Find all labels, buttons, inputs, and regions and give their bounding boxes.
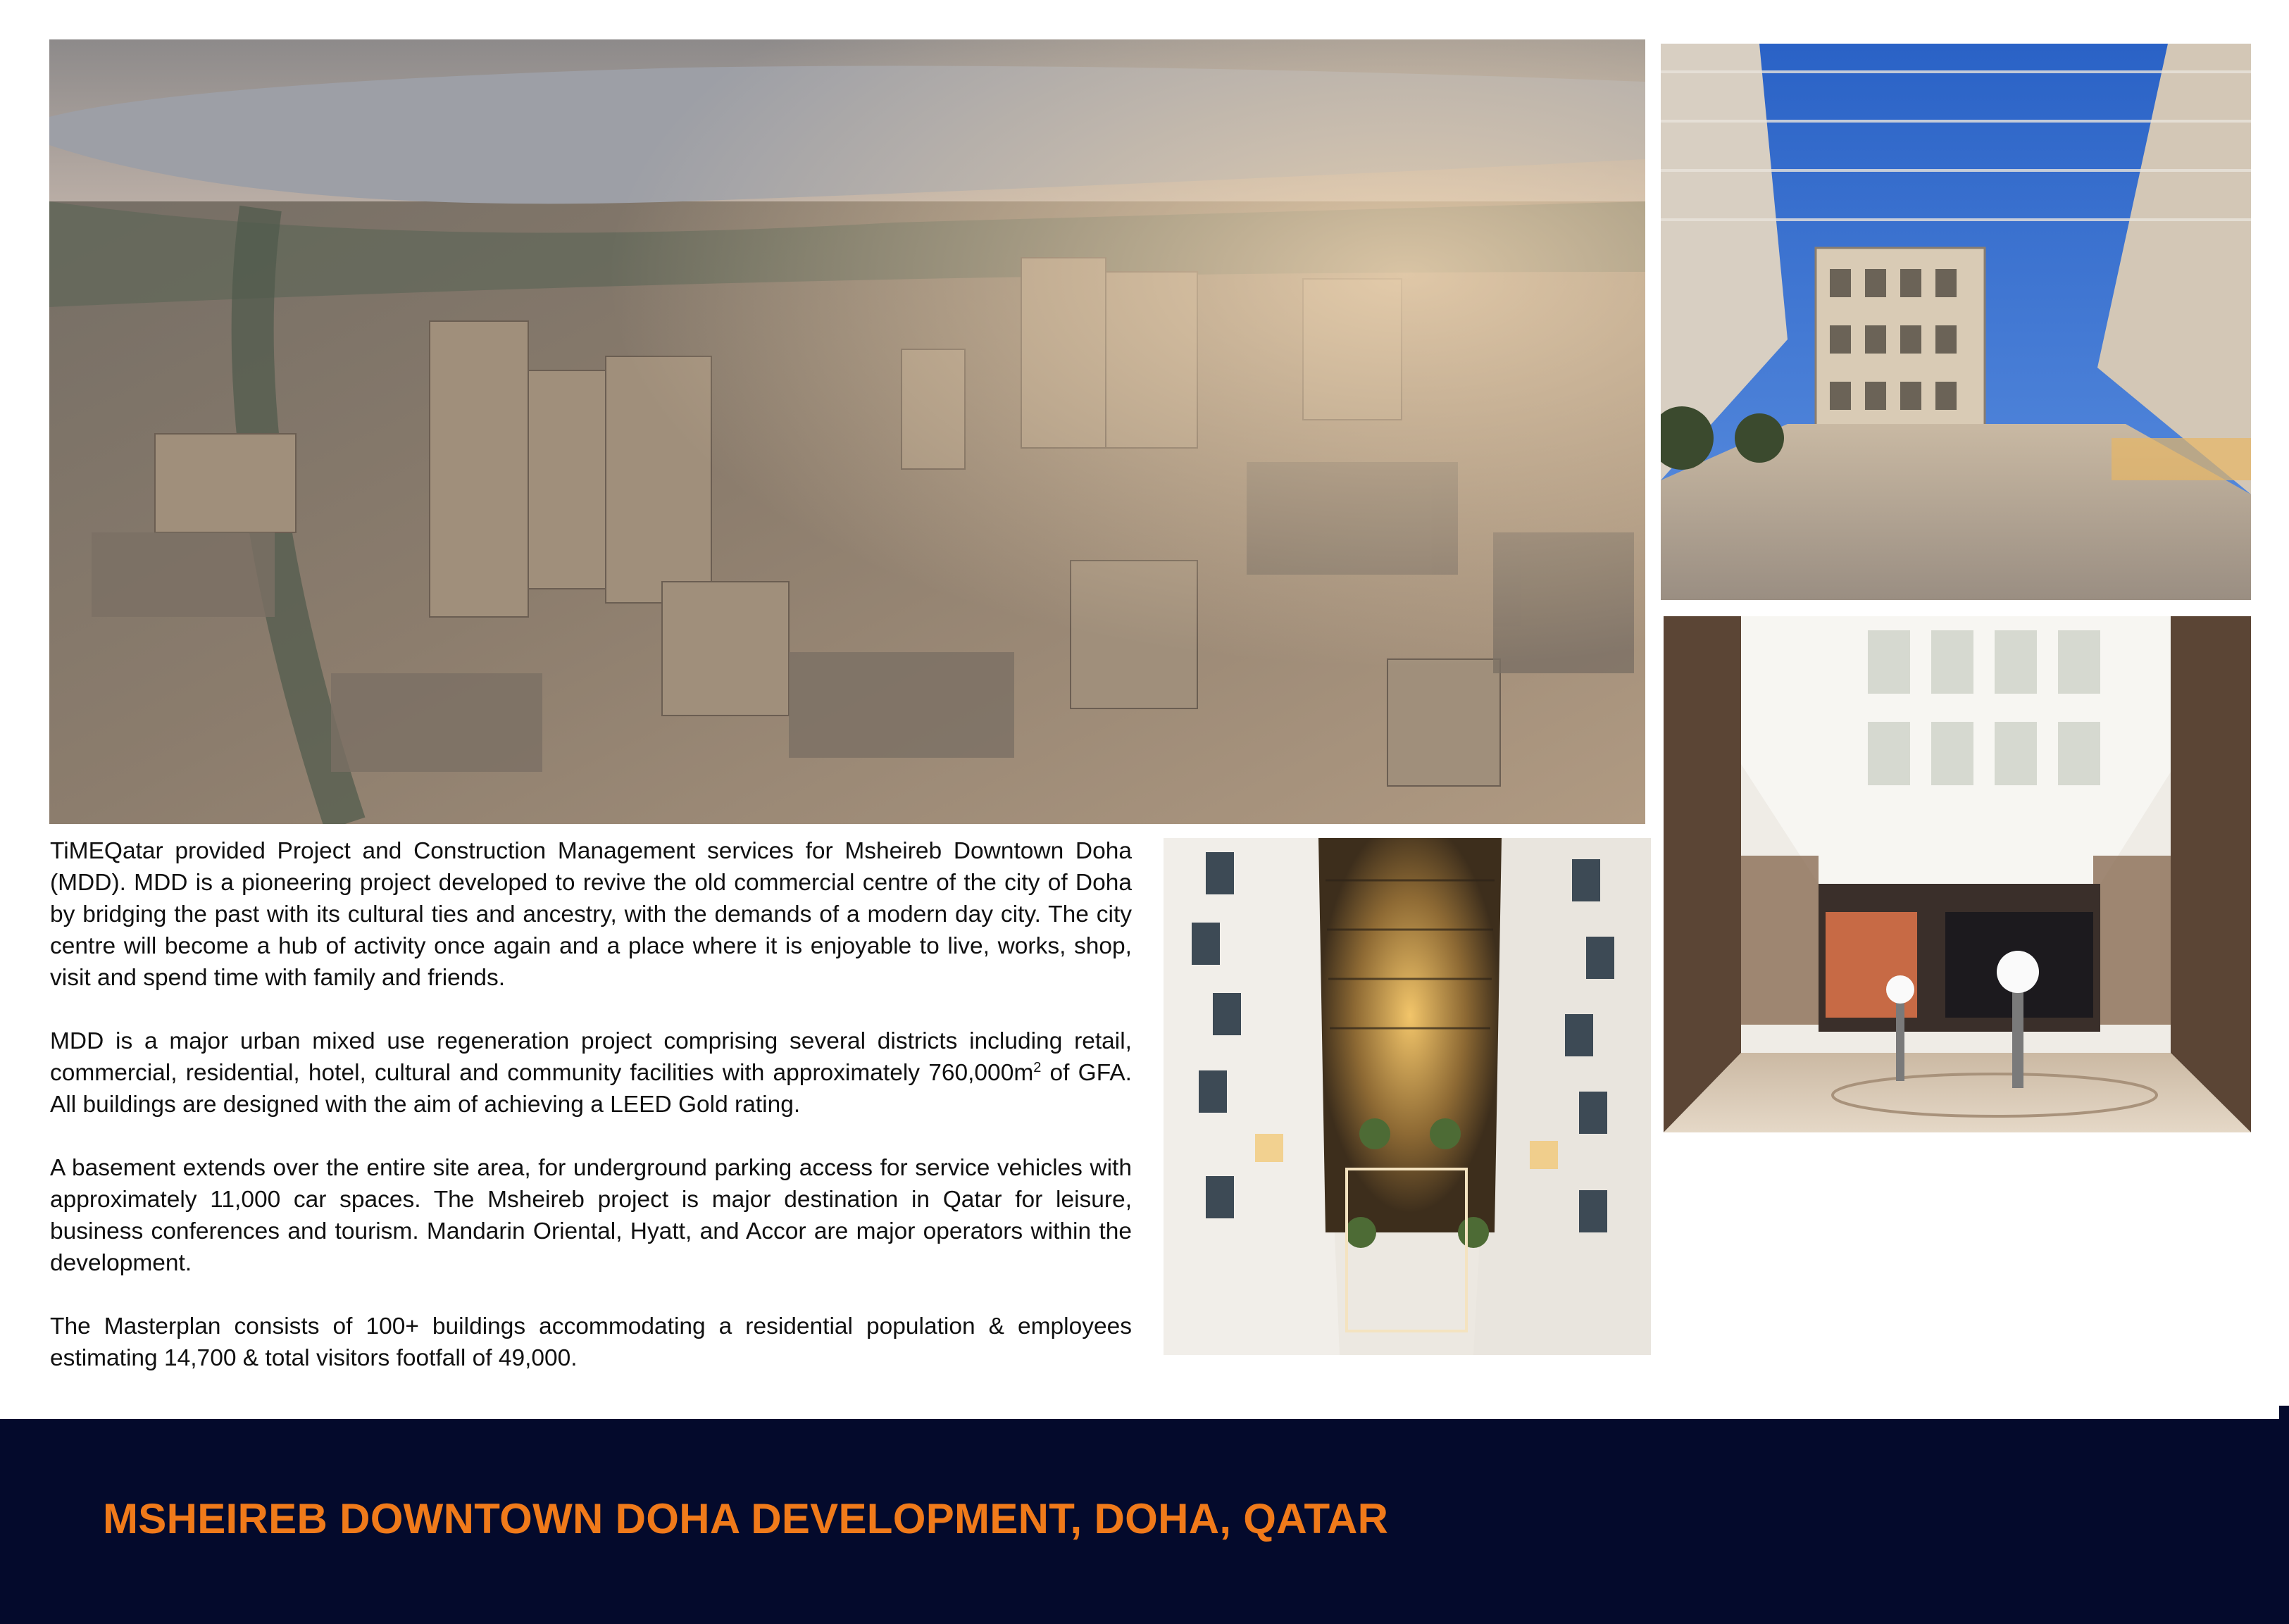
paragraph-mixed-use-start: MDD is a major urban mixed use regeneration project comprising several districts including retail, commercial, residential, hotel, cultural and community facilities with approximately 760,000m (50, 1028, 1132, 1086)
page-title: MSHEIREB DOWNTOWN DOHA DEVELOPMENT, DOHA, QATAR (103, 1495, 1389, 1542)
lobby-photo (1664, 616, 2251, 1132)
superscript-squared: 2 (1033, 1059, 1042, 1075)
footer-notch (2279, 1406, 2289, 1420)
colonnade-photo (1661, 44, 2251, 600)
paragraph-intro: TiMEQatar provided Project and Construction Management services for Msheireb Downtown Doha (MDD). MDD is a pioneering project developed to revive the old commercial centre of the city of Doha by bridging the past with its cultural ties and ancestry, with the demands of a modern day city. The city centre will become a hub of activity once again and a place where it is enjoyable to live, works, shop, visit and spend time with family and friends. (50, 838, 1132, 991)
paragraph-basement: A basement extends over the entire site area, for underground parking access for service vehicles with approximately 11,000 car spaces. The Msheireb project is major destination in Qatar for leisure, business conferences and tourism. Mandarin Oriental, Hyatt, and Accor are major operators within the development. (50, 1155, 1132, 1276)
colonnade-photo-graphic (1661, 44, 2251, 600)
paragraph-mixed-use (50, 1025, 1132, 1120)
lobby-photo-graphic (1664, 616, 2251, 1132)
atrium-photo (1164, 838, 1651, 1355)
aerial-photo-graphic (49, 39, 1645, 824)
aerial-photo (49, 39, 1645, 824)
paragraph-masterplan: The Masterplan consists of 100+ buildings accommodating a residential population & employees estimating 14,700 & total visitors footfall of 49,000. (50, 1313, 1132, 1371)
atrium-photo-graphic (1164, 838, 1651, 1355)
body-text (50, 835, 1132, 1406)
paragraph-mixed-use-end: of GFA. All buildings are designed with the aim of achieving a LEED Gold rating. (50, 1060, 1132, 1118)
